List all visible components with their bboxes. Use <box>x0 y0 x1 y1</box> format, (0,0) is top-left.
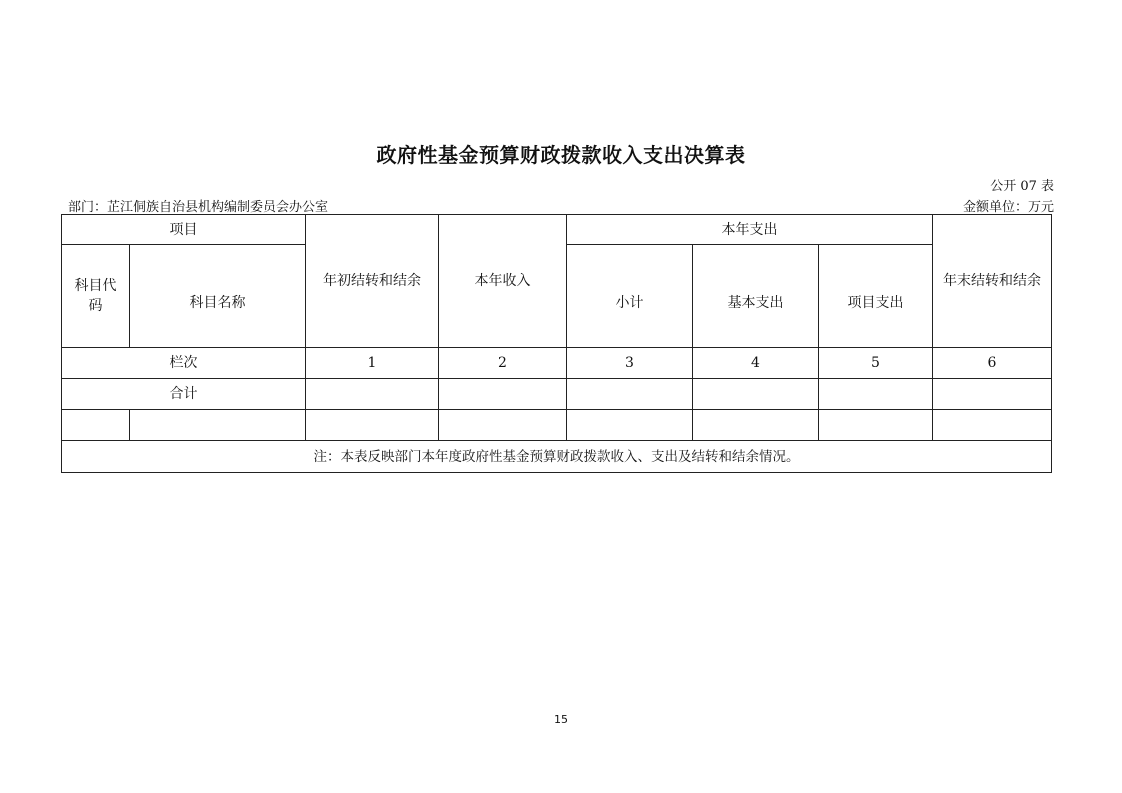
header-subject-code: 科目代码 <box>62 245 130 348</box>
empty-cell <box>306 410 439 441</box>
header-subtotal: 小计 <box>567 245 693 348</box>
empty-cell <box>819 410 933 441</box>
header-beginning-balance: 年初结转和结余 <box>306 215 439 348</box>
empty-cell <box>693 410 819 441</box>
column-number: 4 <box>693 348 819 379</box>
empty-cell <box>693 379 819 410</box>
empty-cell <box>933 410 1052 441</box>
header-project: 项目 <box>62 215 306 245</box>
column-number: 5 <box>819 348 933 379</box>
page-number: 15 <box>554 713 568 726</box>
empty-cell <box>439 410 567 441</box>
empty-cell <box>439 379 567 410</box>
empty-cell <box>933 379 1052 410</box>
empty-cell <box>567 410 693 441</box>
note-row <box>62 441 1052 473</box>
header-current-year-expenditure: 本年支出 <box>567 215 933 245</box>
column-number: 3 <box>567 348 693 379</box>
column-index-label: 栏次 <box>62 348 306 379</box>
department-label: 部门：芷江侗族自治县机构编制委员会办公室 <box>68 200 329 215</box>
column-number: 6 <box>933 348 1052 379</box>
header-current-year-income: 本年收入 <box>439 215 567 348</box>
empty-cell <box>567 379 693 410</box>
empty-cell <box>130 410 306 441</box>
empty-cell <box>62 410 130 441</box>
budget-table <box>61 214 1052 473</box>
document-title: 政府性基金预算财政拨款收入支出决算表 <box>376 143 746 167</box>
form-number: 公开 07 表 <box>990 179 1054 194</box>
column-number: 2 <box>439 348 567 379</box>
column-index-row <box>62 348 1052 379</box>
currency-unit-label: 金额单位：万元 <box>962 200 1054 215</box>
header-basic-expenditure: 基本支出 <box>693 245 819 348</box>
column-number: 1 <box>306 348 439 379</box>
data-row <box>62 410 1052 441</box>
total-row <box>62 379 1052 410</box>
header-project-expenditure: 项目支出 <box>819 245 933 348</box>
empty-cell <box>306 379 439 410</box>
header-subject-name: 科目名称 <box>130 245 306 348</box>
empty-cell <box>819 379 933 410</box>
header-row-1 <box>62 215 1052 245</box>
table-note: 注：本表反映部门本年度政府性基金预算财政拨款收入、支出及结转和结余情况。 <box>62 441 1052 473</box>
header-ending-balance: 年末结转和结余 <box>933 215 1052 348</box>
total-label: 合计 <box>62 379 306 410</box>
